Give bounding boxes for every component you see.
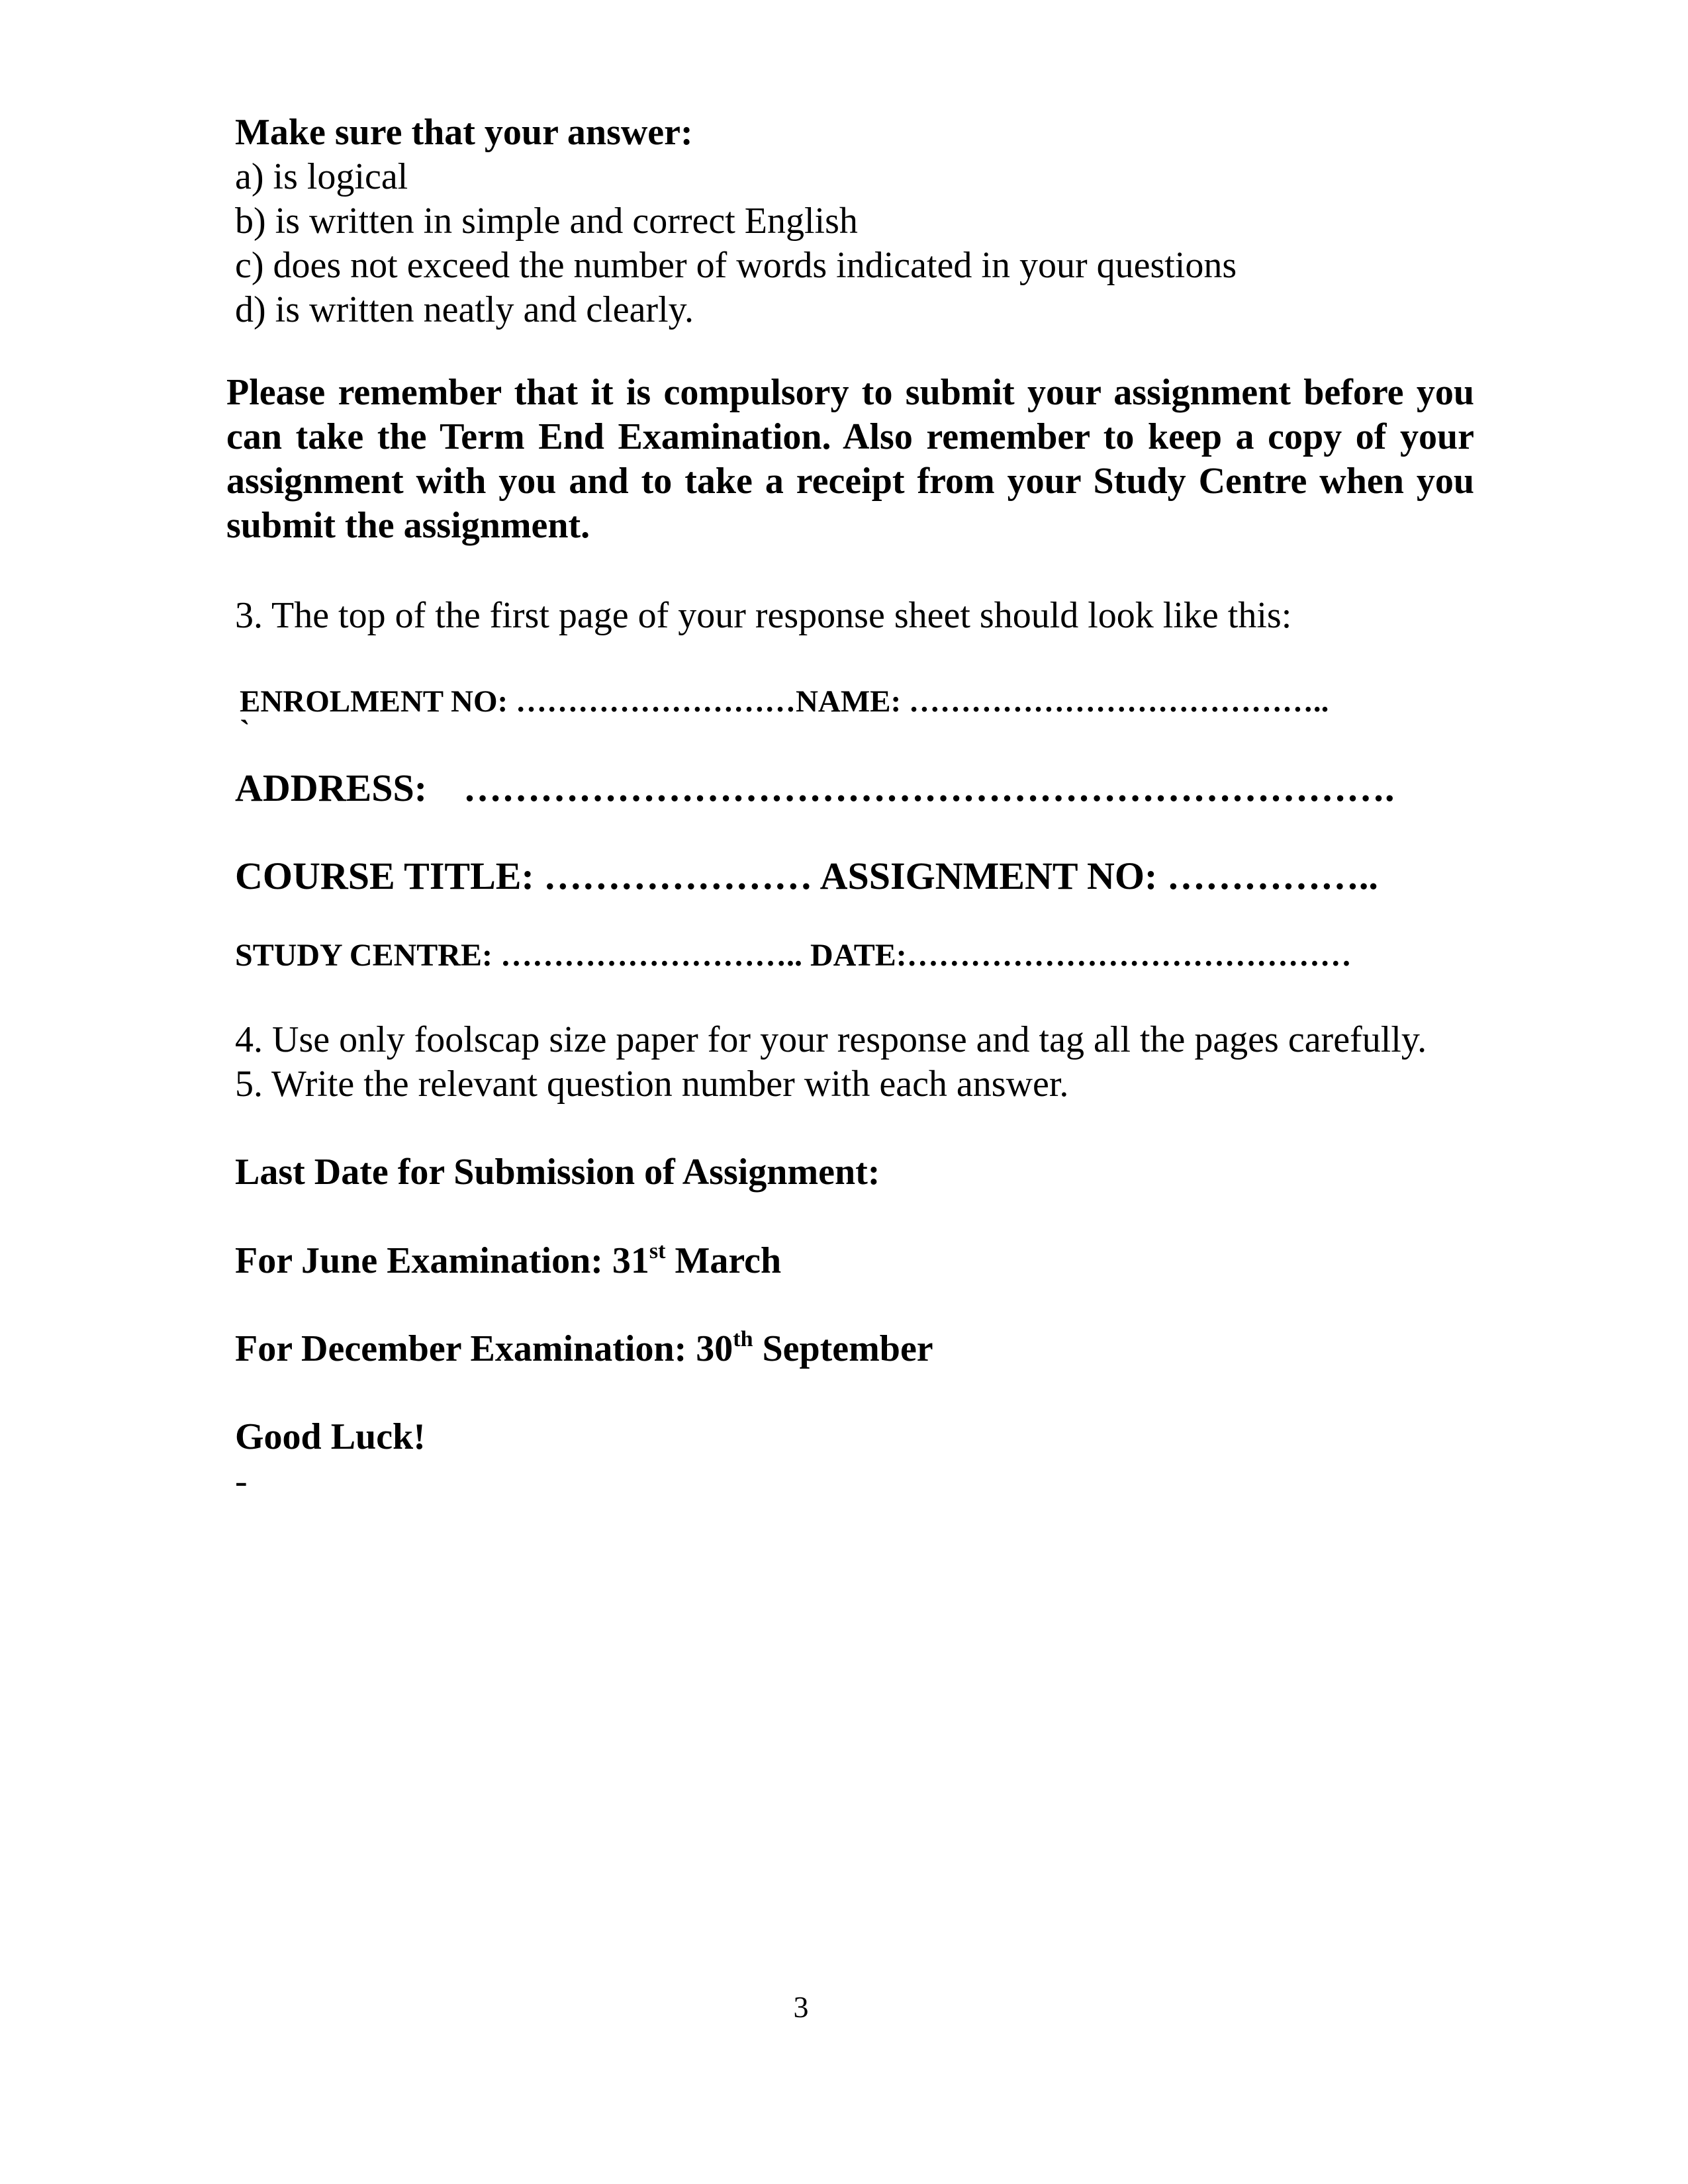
address-line [235,766,1395,809]
instructions-heading: Make sure that your answer: [235,112,693,153]
point-5: 5. Write the relevant question number with each answer. [235,1064,1069,1105]
address-label: ADDRESS: [235,766,428,809]
june-month: March [665,1240,782,1281]
instruction-item-d: d) is written neatly and clearly. [235,289,694,330]
closing-good-luck: Good Luck! [235,1416,426,1457]
trailing-dash: - [235,1461,248,1502]
december-examination-date [235,1327,933,1369]
study-centre-date-line: STUDY CENTRE: ……………………….. DATE:…………………………………… [235,938,1352,973]
june-label: For June Examination: 31 [235,1240,649,1281]
december-superscript: th [733,1327,753,1351]
december-label: For December Examination: 30 [235,1328,733,1369]
enrolment-name-line: ENROLMENT NO: ………………………NAME: ………………………………….. [240,684,1329,719]
address-dots: ………………………………………………………………. [463,766,1395,809]
june-superscript: st [649,1239,666,1263]
page-number: 3 [793,1990,809,2024]
instruction-item-b: b) is written in simple and correct English [235,201,858,242]
last-date-heading: Last Date for Submission of Assignment: [235,1152,880,1193]
submission-notice: Please remember that it is compulsory to submit your assignment before you can take the Term End Examination. Also remember to keep a copy of your assignment with you and to take a receipt from your Study Centre when you submit the assignment. [226,372,1474,546]
course-assignment-line: COURSE TITLE: ………………… ASSIGNMENT NO: …………….. [235,854,1378,897]
december-month: September [753,1328,933,1369]
instruction-item-c: c) does not exceed the number of words indicated in your questions [235,245,1237,286]
point-3: 3. The top of the first page of your response sheet should look like this: [235,595,1292,636]
instruction-item-a: a) is logical [235,156,408,197]
june-examination-date [235,1239,782,1281]
point-4: 4. Use only foolscap size paper for your response and tag all the pages carefully. [235,1019,1427,1060]
stray-mark: ` [240,714,250,749]
